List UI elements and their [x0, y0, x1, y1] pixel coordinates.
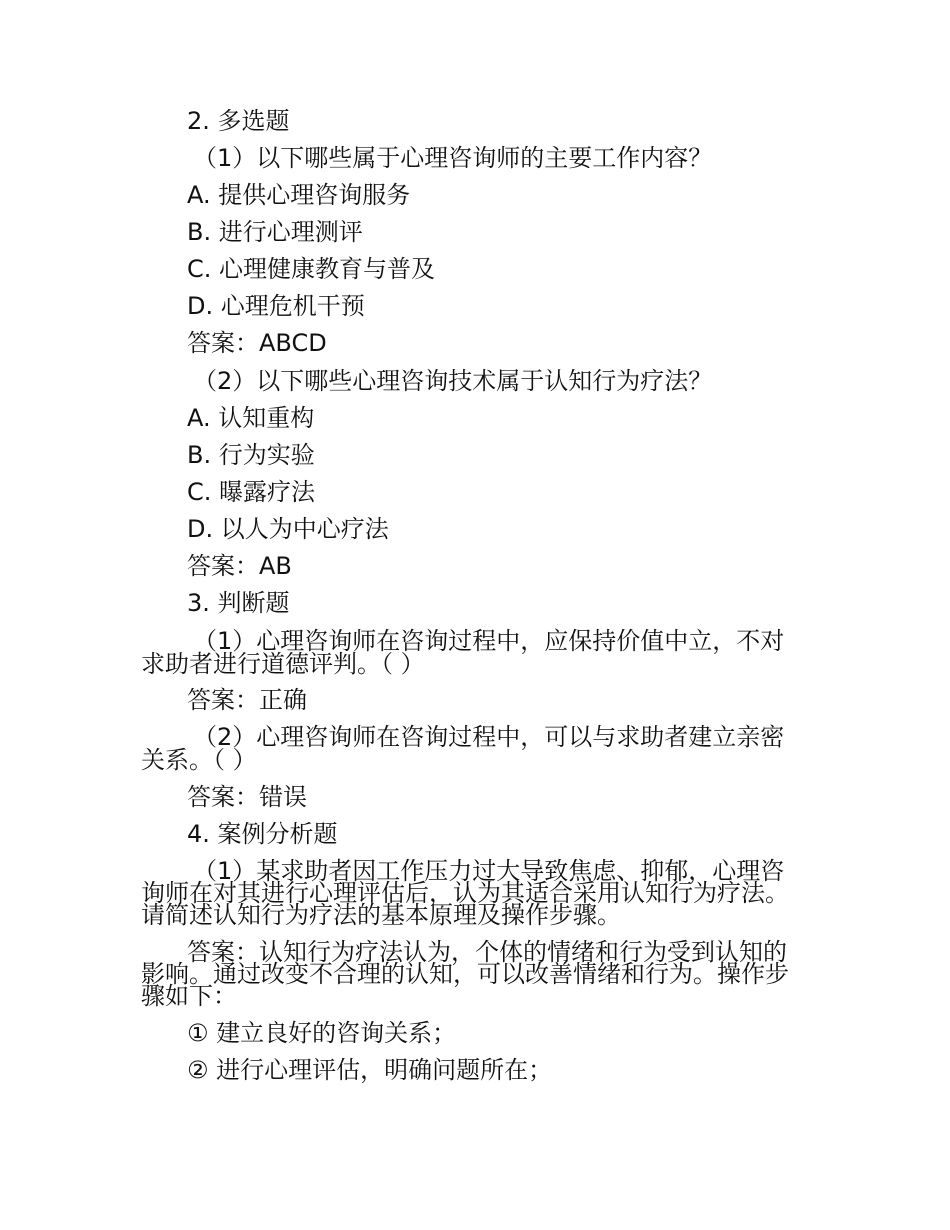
- case-q1-stem-line-2: 询师在对其进行心理评估后，认为其适合采用认知行为疗法。: [141, 879, 789, 907]
- tf-q1-stem-line-1: （1）心理咨询师在咨询过程中，应保持价值中立，不对: [193, 627, 785, 655]
- mc-q1-stem: （1）以下哪些属于心理咨询师的主要工作内容？: [193, 144, 713, 172]
- mc-q1-option-b: B. 进行心理测评: [187, 218, 363, 246]
- mc-q2-option-c: C. 曝露疗法: [187, 478, 316, 506]
- case-q1-stem-line-3: 请简述认知行为疗法的基本原理及操作步骤。: [141, 901, 621, 929]
- tf-q2-answer: 答案：错误: [187, 783, 307, 811]
- mc-q2-option-a: A. 认知重构: [187, 404, 315, 432]
- case-q1-answer-line-2: 影响。通过改变不合理的认知，可以改善情绪和行为。操作步: [141, 960, 789, 988]
- case-q1-step-1: ① 建立良好的咨询关系；: [187, 1019, 457, 1047]
- tf-q2-stem-line-1: （2）心理咨询师在咨询过程中，可以与求助者建立亲密: [193, 723, 785, 751]
- mc-q1-answer: 答案：ABCD: [187, 329, 327, 357]
- heading-true-false: 3. 判断题: [187, 589, 290, 617]
- mc-q2-answer: 答案：AB: [187, 552, 292, 580]
- mc-q1-option-c: C. 心理健康教育与普及: [187, 255, 436, 283]
- case-q1-step-2: ② 进行心理评估，明确问题所在；: [187, 1056, 553, 1084]
- case-q1-answer-line-1: 答案：认知行为疗法认为，个体的情绪和行为受到认知的: [187, 938, 787, 966]
- case-q1-answer-line-3: 骤如下：: [141, 982, 237, 1010]
- mc-q2-option-d: D. 以人为中心疗法: [187, 515, 389, 543]
- heading-case-analysis: 4. 案例分析题: [187, 820, 338, 848]
- tf-q1-answer: 答案：正确: [187, 686, 307, 714]
- case-q1-stem-line-1: （1）某求助者因工作压力过大导致焦虑、抑郁，心理咨: [193, 857, 785, 885]
- heading-multi-choice: 2. 多选题: [187, 107, 290, 135]
- mc-q2-stem: （2）以下哪些心理咨询技术属于认知行为疗法？: [193, 367, 713, 395]
- mc-q1-option-d: D. 心理危机干预: [187, 292, 365, 320]
- mc-q2-option-b: B. 行为实验: [187, 441, 315, 469]
- tf-q2-stem-line-2: 关系。（ ）: [141, 746, 257, 774]
- mc-q1-option-a: A. 提供心理咨询服务: [187, 181, 411, 209]
- tf-q1-stem-line-2: 求助者进行道德评判。（ ）: [141, 650, 425, 678]
